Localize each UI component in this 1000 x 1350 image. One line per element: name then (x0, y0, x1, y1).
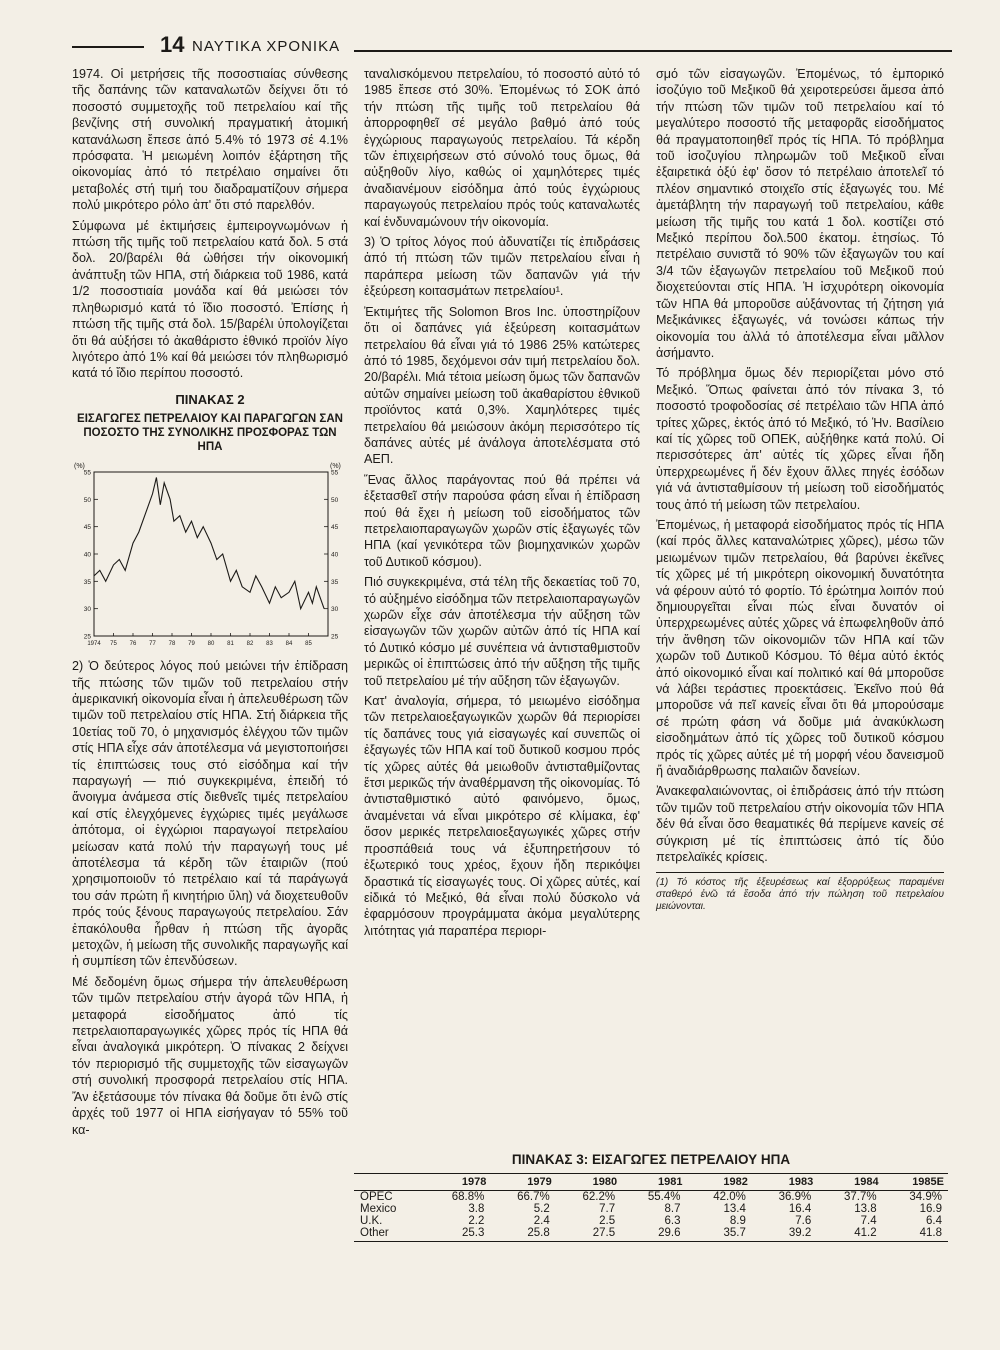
table-cell: OPEC (360, 1191, 393, 1203)
table-cell: 16.4 (788, 1203, 812, 1215)
y-tick-label: 40 (83, 551, 91, 559)
chart-subtitle: ΕΙΣΑΓΩΓΕΣ ΠΕΤΡΕΛΑΙΟΥ ΚΑΙ ΠΑΡΑΓΩΓΩΝ ΣΑΝ ΠΟΣΟΣΤΟ ΤΗΣ ΣΥΝΟΛΙΚΗΣ ΠΡΟΣΦΟΡΑΣ ΤΩΝ ΗΠΑ (77, 413, 343, 454)
series-line (94, 478, 324, 609)
paragraph: 3) Ὁ τρίτος λόγος πού ἀδυνατίζει τίς ἐπιδράσεις ἀπό τή πτώση τῶν τιμῶν πετρελαίου εἶναι ἡ παράπερα μείωση τῶν δαπανῶν γιά τήν ἐξεύρεση κοιτασμάτων πετρελαίου¹. (364, 235, 640, 299)
table-header: 1980 (556, 1174, 621, 1191)
table-cell: 8.9 (729, 1215, 746, 1227)
table-cell: 25.3 (425, 1227, 490, 1242)
y-tick-label: 55 (331, 469, 339, 477)
column-2 (364, 66, 640, 943)
table-cell: 41.8 (883, 1227, 948, 1242)
table-header: 1982 (686, 1174, 751, 1191)
table-cell: 68.8% (451, 1191, 485, 1203)
table-header (354, 1174, 425, 1191)
paragraph: Μέ δεδομένη ὅμως σήμερα τήν ἀπελευθέρωση τῶν τιμῶν πετρελαίου στήν ἀγορά τῶν ΗΠΑ, ἡ μεταφορά εἰσοδήματος ἀπό τίς πετρελαιοπαραγωγικές χῶρες πρός τίς ΗΠΑ θά εἶναι ἀναλογικά μικρότερη. Ὁ πίνακας 2 δείχνει τόν περιορισμό τῆς συμμετοχῆς τῶν εἰσαγωγῶν στή συνολική προσφορά πετρελαίου στίς ΗΠΑ. Ἄν ἐξετάσουμε τόν πίνακα θά δοῦμε ὅτι ἐνῶ στίς ἀρχές τοῦ 1977 οἱ ΗΠΑ εἰσήγαγαν τό 55% τοῦ κα- (72, 974, 348, 1137)
table-cell: 7.4 (860, 1215, 877, 1227)
table-cell: Mexico (360, 1203, 397, 1215)
table-cell: 29.6 (621, 1227, 686, 1242)
magazine-title: ΝΑΥΤΙΚΑ ΧΡΟΝΙΚΑ (192, 38, 341, 55)
table-row (354, 1215, 948, 1227)
y-axis-label-right: (%) (330, 463, 341, 471)
table-cell: 55.4% (647, 1191, 681, 1203)
table-cell: 37.7% (844, 1191, 877, 1203)
table-cell: 34.9% (909, 1191, 942, 1203)
table-header: 1983 (752, 1174, 817, 1191)
table-cell: 39.2 (752, 1227, 817, 1242)
table-header: 1981 (621, 1174, 686, 1191)
y-tick-label: 50 (331, 496, 339, 504)
paragraph: Πιό συγκεκριμένα, στά τέλη τῆς δεκαετίας τοῦ 70, τό αὐξημένο εἰσόδημα τῶν πετρελαιοπαραγωγῶν χωρῶν εἶχε σάν ἀποτέλεσμα τήν αὔξηση τῶν εἰσαγωγῶν τῶν χωρῶν αὐτῶν ἀπό τίς ΗΠΑ καί τό Δυτικό κόσμο μέ συνέπεια νά ἀντισταθμιστοῦν μερικῶς οἱ ἐπιπτώσεις ἀπό τήν αὔξηση τῆς τιμῆς τοῦ πετρελαίου μέ τήν αὔξηση τῶν ἐξαγωγῶν. (364, 575, 640, 688)
paragraph: Κατ' ἀναλογία, σήμερα, τό μειωμένο εἰσόδημα τῶν πετρελαιοεξαγωγικῶν χωρῶν θά περιορίσει τίς δαπάνες τους γιά εἰσαγωγές καί συνεπῶς οἱ ἐξαγωγές τῶν ΗΠΑ καί τοῦ δυτικοῦ κοσμου πρός τίς χῶρες αὐτές θά μειωθοῦν ἀντισταθμίζοντας ἔτσι μερικῶς τήν ἀναθέρμανση τῆς οἰκονομίας. Τό ἀντισταθμιστικό αὐτό φαινόμενο, ὅμως, ἀναμένεται νά εἶναι μικρότερο σέ κλίμακα, ἐφ' ὅσον μερικές πετρελαιοεξαγωγικές χῶρες στήν προσπάθειά τους νά ἐξυπηρετήσουν τό ἐξωτερικό τους χρέος, ἔχουν ἤδη περικόψει δραστικά τίς εἰσαγωγές τους. Οἱ χῶρες αὐτές, καί εἰδικά τό Μεξικό, θά εἶναι πολύ δύσκολο νά ἐφαρμόσουν προγράμματα ἀκόμα μεγαλύτερης λιτότητας γιά παραπέρα περιορι- (364, 694, 640, 938)
table-cell: 41.2 (817, 1227, 882, 1242)
header-rule (354, 50, 952, 52)
table-cell: 13.4 (723, 1203, 746, 1215)
x-tick-label: 77 (149, 641, 156, 648)
x-tick-label: 79 (188, 641, 195, 648)
paragraph: Ἐπομένως, ἡ μεταφορά εἰσοδήματος πρός τίς ΗΠΑ (καί πρός ἄλλες καταναλώτριες χῶρες), μέσω τῶν μειωμένων τιμῶν πετρελαίου, θά βαρύνει ἐκεῖνες τίς χῶρες μέ τή μικρότερη οἰκονομική δυνατότητα νά φέρουν αὐτό τό φορτίο. Τό ἐρώτημα λοιπόν πού δημιουργεῖται εἶναι πώς εἶναι δυνατόν οἱ ὑπερχρεωμένες αὐτές χῶρες νά ἐπωφεληθοῦν ἀπό τήν ἄνθηση τῶν οἰκονομιῶν τῶν ΗΠΑ καί τῶν χωρῶν τοῦ Δυτικοῦ Κόσμου. Τό θέμα αὐτό ἐκτός ἀπό οἰκονομικό εἶναι καί πολιτικό καί θά μποροῦσε νά λάβει τεράστιες προεκτάσεις. Ἐκεῖνο πού θά μποροῦσε νά πεῖ κανείς εἶναι ὅτι θά μπορούσαμε σέ πρώτη φάση νά δοῦμε μιά ἀνακύκλωση εἰσοδημάτων ἀπό τίς χῶρες τοῦ δυτικοῦ κόσμου πρός τίς χῶρες αὐτές μέ τή μορφή νέου δανεισμοῦ ἤ ἀναδιάρθρωσης παλαιῶν δανείων. (656, 517, 944, 779)
table-header-row (354, 1174, 948, 1191)
header-dash (72, 46, 144, 48)
x-tick-label: 1974 (87, 641, 101, 648)
table-cell: 16.9 (919, 1203, 942, 1215)
y-tick-label: 40 (331, 551, 339, 559)
table-cell: 3.8 (468, 1203, 485, 1215)
table-header: 1978 (425, 1174, 490, 1191)
table-cell: 7.6 (795, 1215, 812, 1227)
table-header: 1979 (490, 1174, 555, 1191)
table-header: 1984 (817, 1174, 882, 1191)
footnote: (1) Τό κόστος τῆς ἐξευρέσεως καί ἐξορρύξεως παραμένει σταθερό ἐνῶ τά ἔσοδα ἀπό τήν πώληση τοῦ πετρελαίου μειώνονται. (656, 872, 944, 913)
table-cell: 2.2 (468, 1215, 485, 1227)
paragraph: 2) Ὁ δεύτερος λόγος πού μειώνει τήν ἐπίδραση τῆς πτώσης τῶν τιμῶν τοῦ πετρελαίου στήν ἀμερικανική οἰκονομία εἶναι ἡ ἀπελευθέρωση τῶν τιμῶν τοῦ πετρελαίου στίς ΗΠΑ. Στή διάρκεια τῆς 10ετίας τοῦ 70, ὁ μηχανισμός ἐλέγχου τῶν τιμῶν στίς ΗΠΑ εἶχε σάν ἀποτέλεσμα νά μεγιστοποιήσει τίς ἐπιπτώσεις τους στό εἰσόδημα καί τήν παραγωγή — πιό συγκεκριμένα, ἐπειδή τό ἄνοιγμα ἀνάμεσα στίς διεθνεῖς τιμές πετρελαίου καί στίς ἐλεγχόμενες ἐγχώριες τιμές μεγάλωσε ἀπότομα, οἱ ἐγχώριοι παραγωγοί πετρελαίου μείωσαν κατά πολύ τήν παραγωγή τους μέ ἀποτέλεσμα τά κέρδη τῶν ἑταιριῶν (πού χρησιμοποιοῦν τό πετρέλαιο καί τά παράγωγά του σάν πρώτη ἤ κινητήριο ὕλη) νά διοχετευθοῦν πρός τούς ξένους παραγωγούς πετρελαίου. Σάν ἐπακόλουθα ἦρθαν ἡ πτώση τῆς ἀγορᾶς μετοχῶν, ἡ μείωση τῆς συνολικῆς παραγωγῆς καί ἡ συμπίεση τῶν ἐπενδύσεων. (72, 659, 348, 969)
table-cell: 62.2% (582, 1191, 616, 1203)
x-tick-label: 85 (305, 641, 312, 648)
line-chart (72, 458, 348, 658)
paragraph: Σύμφωνα μέ ἐκτιμήσεις ἐμπειρογνωμόνων ἡ πτώση τῆς τιμῆς τοῦ πετρελαίου κατά δολ. 5 στά δολ. 20/βαρέλι θά ὠθήσει τήν οἰκονομική ἀνάπτυξη τῶν ΗΠΑ, στή διάρκεια τοῦ 1986, κατά 1/2 ποσοστιαία μονάδα καί θά μειώσει τόν πληθωρισμό κατά τό ἴδιο ποσοστό. Ἐπίσης ἡ πτώση τῆς τιμῆς στά δολ. 15/βαρέλι ὑπολογίζεται ὅτι θά αὐξήσει τό ἀκαθάριστο ἐθνικό προϊόν λίγο λιγότερο ἀπό 1% καί θά μειώσει τόν πληθωρισμό κατά τό ἴδιο περίπου ποσοστό. (72, 218, 348, 381)
x-tick-label: 80 (207, 641, 215, 648)
x-tick-label: 83 (266, 641, 273, 648)
table-cell: 66.7% (517, 1191, 550, 1203)
paragraph: Ἀνακεφαλαιώνοντας, οἱ ἐπιδράσεις ἀπό τήν πτώση τῶν τιμῶν τοῦ πετρελαίου στήν οἰκονομία τῶν ΗΠΑ δέν θά εἶναι ὅσο θεαματικές θά περίμενε κανείς σέ σύγκριση μέ τίς ἐπιπτώσεις ἀπό τίς δύο πετρελαϊκές κρίσεις. (656, 784, 944, 865)
table-cell: 35.7 (686, 1227, 751, 1242)
table-header: 1985E (883, 1174, 948, 1191)
x-tick-label: 75 (110, 641, 117, 648)
table-cell: 5.2 (533, 1203, 550, 1215)
table-cell: Other (354, 1227, 425, 1242)
table-cell: 42.0% (713, 1191, 746, 1203)
table-cell: 36.9% (778, 1191, 812, 1203)
table-cell: U.K. (360, 1215, 383, 1227)
chart-title: ΠΙΝΑΚΑΣ 2 (175, 391, 245, 407)
x-tick-label: 84 (285, 641, 293, 648)
x-tick-label: 76 (129, 641, 137, 648)
table-cell: 13.8 (854, 1203, 877, 1215)
column-1 (72, 66, 348, 1142)
y-tick-label: 25 (331, 633, 339, 641)
table-cell: 6.4 (926, 1215, 942, 1227)
column-3 (656, 66, 944, 913)
table-cell: 7.7 (599, 1203, 616, 1215)
x-tick-label: 82 (246, 641, 254, 648)
y-tick-label: 35 (83, 578, 91, 586)
y-tick-label: 50 (83, 496, 91, 504)
y-tick-label: 55 (83, 469, 91, 477)
table-cell: 8.7 (664, 1203, 681, 1215)
page-number: 14 (160, 32, 185, 57)
table-cell: 27.5 (556, 1227, 621, 1242)
paragraph: Τό πρόβλημα ὅμως δέν περιορίζεται μόνο στό Μεξικό. Ὅπως φαίνεται ἀπό τόν πίνακα 3, τό ποσοστό τροφοδοσίας σέ πετρέλαιο τῶν ΗΠΑ ἀπό τρίτες χῶρες, ἐκτός ἀπό τό Μεξικό, τό Ἡν. Βασίλειο καί τίς χῶρες τοῦ ΟΠΕΚ, αὐξήθηκε κατά πολύ. Οἱ περισσότερες ἀπ' αὐτές τίς χῶρες εἶναι ἤδη ὑπερχρεωμένες ἤ δέν ἔχουν ἄλλες πηγές ἐσόδων γιά νά ἀντισταθμίσουν τή μείωση τοῦ εἰσοδήματός τους ἀπό τή μείωση τῶν πετρελαίου. (656, 366, 944, 512)
table-row (354, 1203, 948, 1215)
table-cell: 6.3 (664, 1215, 681, 1227)
y-tick-label: 25 (83, 633, 91, 641)
y-tick-label: 45 (83, 524, 91, 532)
y-tick-label: 30 (83, 606, 91, 614)
x-tick-label: 78 (168, 641, 176, 648)
table-title: ΠΙΝΑΚΑΣ 3: ΕΙΣΑΓΩΓΕΣ ΠΕΤΡΕΛΑΙΟΥ ΗΠΑ (511, 1152, 791, 1167)
paragraph: Ἐκτιμήτες τῆς Solomon Bros Inc. ὑποστηρίζουν ὅτι οἱ δαπάνες γιά ἐξεύρεση κοιτασμάτων πετρελαίου θά εἶναι γιά τό 1986 25% κατώτερες ἀπό τό 1985, δεχόμενοι σάν τιμή πετρελαίου δολ. 20/βαρέλι. Μιά τέτοια μείωση ὅμως τῶν δαπανῶν αὐτῶν σημαίνει μείωση τοῦ ἀκαθαρίστου ἐθνικοῦ προϊόντος κατά 0,3%. Χαμηλότερες τιμές πετρελαίου θά μειώσουν ἀκόμη περισσότερο τίς δαπάνες αὐτές μέ ἀνάλογα ἀποτελέσματα στό ΑΕΠ. (364, 304, 640, 467)
paragraph: ταναλισκόμενου πετρελαίου, τό ποσοστό αὐτό τό 1985 ἔπεσε στό 30%. Ἐπομένως τό ΣΟΚ ἀπό τήν πτώση τῆς τιμῆς τοῦ πετρελαίου θά ἀπορροφηθεῖ σέ μεγάλο βαθμό ἀπό τούς ἐγχώριους παραγωγούς πετρελαίου. Τά κέρδη τῶν ἐπιχειρήσεων στό σύνολό τους ὅμως, θά αὐξηθοῦν λίγο, καθώς οἱ χαμηλότερες τιμές ἀναδιανέμουν εἰσόδημα ἀπό τούς ἐγχώριους παραγωγούς πετρελαίου πρός τούς καταναλωτές καί ἐνδυναμώνουν τήν οἰκονομία. (364, 67, 640, 229)
chart-frame (94, 472, 328, 636)
table-row (354, 1227, 948, 1242)
table-3 (354, 1152, 948, 1242)
y-tick-label: 35 (331, 578, 339, 586)
y-tick-label: 45 (331, 524, 339, 532)
table-cell: 2.5 (599, 1215, 616, 1227)
y-tick-label: 30 (331, 606, 339, 614)
table-cell: 2.4 (533, 1215, 550, 1227)
chart-container (72, 458, 348, 658)
data-table (354, 1173, 948, 1242)
paragraph: 1974. Οἱ μετρήσεις τῆς ποσοστιαίας σύνθεσης τῆς δαπάνης τῶν καταναλωτῶν δείχνει ὅτι τό ποσοστό συμμετοχῆς τοῦ πετρελαίου καί τῆς βενζίνης στή συνολική πραγματική ἀτομική κατανάλωση ἔπεσε ἀπό 5.4% τό 1973 σέ 4.1% πρόσφατα. Ἡ μειωμένη λοιπόν ἐξάρτηση τῆς οἰκονομίας ἀπό τό πετρέλαιο σημαίνει ὅτι μεταβολές στή τιμή του διαδραματίζουν σήμερα πολύ μικρότερο ρόλο ἀπ' ὅτι στό παρελθόν. (72, 67, 348, 213)
paragraph: σμό τῶν εἰσαγωγῶν. Ἐπομένως, τό ἐμπορικό ἰσοζύγιο τοῦ Μεξικοῦ θά χειροτερεύσει ἄμεσα ἀπό τήν πτώση τῶν τιμῶν τοῦ πετρελαίου καί τό μεγαλύτερο ποσοστό τῆς μεταφορᾶς εἰσοδήματος θά πραγματοποιηθεῖ πρός τίς ΗΠΑ. Τό πρόβλημα τοῦ ἰσοζυγίου πληρωμῶν τοῦ Μεξικοῦ εἶναι ἐξαιρετικά ὀξύ ἐφ' ὅσον τό πετρέλαιο ἀποτελεῖ τό πλέον σημαντικό στοιχεῖο στίς ἐξαγωγές του. Μέ ἀμετάβλητη τήν παραγωγή τοῦ πετρελαίου, κάθε μείωση τῆς τιμῆς του κατά 1 δολ. κοστίζει στό Μεξικό περίπου δολ.500 ἑκατομ. ἐτησίως. Τό πετρέλαιο συνιστᾶ τό 90% τῶν ἐξαγωγῶν του καί 3/4 τῶν ἐξαγωγῶν πετρελαίου τοῦ Μεξικοῦ πού διοχετεύονται στίς ΗΠΑ. Ἡ ἰσχυρότερη οἰκονομία τῶν ΗΠΑ θά μποροῦσε αὐξάνοντας τή ζήτηση γιά Μεξικάνικες ἐξαγωγές, νά τονώσει κάπως τήν οἰκονομία του ἀλλά τό ἀποτέλεσμα εἶναι μᾶλλον ἀσήμαντο. (656, 67, 944, 360)
table-cell: 25.8 (490, 1227, 555, 1242)
page-header (64, 32, 952, 58)
y-axis-label-left: (%) (74, 463, 85, 471)
x-tick-label: 81 (227, 641, 234, 648)
paragraph: Ἕνας ἄλλος παράγοντας πού θά πρέπει νά ἐξετασθεῖ στήν παρούσα φάση εἶναι ἡ ἐπίδραση πού θά ἔχει ἡ μείωση τοῦ εἰσοδήματος τῶν πετρελαιοπαραγωγῶν χωρῶν στίς ἐξαγωγές τῶν ΗΠΑ (καί γενικότερα τῶν βιομηχανικών χωρῶν τοῦ Δυτικοῦ κόσμου). (364, 472, 640, 569)
table-row (354, 1191, 948, 1204)
